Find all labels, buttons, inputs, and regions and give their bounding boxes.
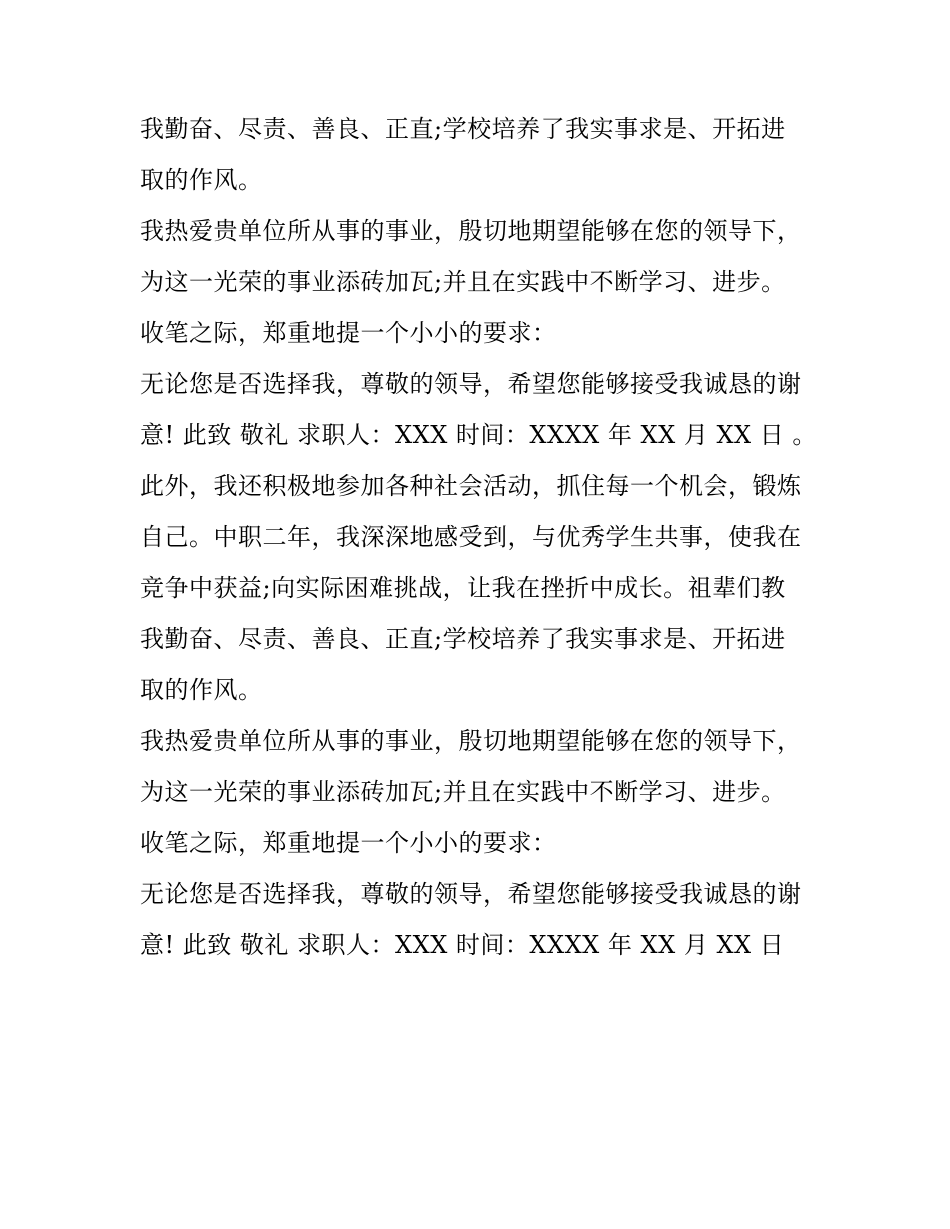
text-line: 意! 此致 敬礼 求职人：XXX 时间：XXXX 年 XX 月 XX 日 bbox=[140, 931, 785, 959]
text-line: 此外，我还积极地参加各种社会活动，抓住每一个机会，锻炼 bbox=[140, 472, 802, 500]
text-line: 自己。中职二年，我深深地感受到，与优秀学生共事，使我在 bbox=[140, 523, 802, 551]
text-line: 为这一光荣的事业添砖加瓦;并且在实践中不断学习、进步。 bbox=[140, 778, 786, 806]
text-line: 为这一光荣的事业添砖加瓦;并且在实践中不断学习、进步。 bbox=[140, 268, 786, 296]
text-line: 收笔之际，郑重地提一个小小的要求： bbox=[140, 829, 557, 857]
text-line: 收笔之际，郑重地提一个小小的要求： bbox=[140, 319, 557, 347]
text-line: 无论您是否选择我，尊敬的领导，希望您能够接受我诚恳的谢 bbox=[140, 370, 802, 398]
text-line: 我勤奋、尽责、善良、正直;学校培养了我实事求是、开拓进 bbox=[140, 115, 786, 143]
text-line: 我热爱贵单位所从事的事业，殷切地期望能够在您的领导下， bbox=[140, 217, 802, 245]
text-line: 取的作风。 bbox=[140, 676, 263, 704]
document-body bbox=[140, 104, 840, 971]
text-line: 意! 此致 敬礼 求职人：XXX 时间：XXXX 年 XX 月 XX 日 。 bbox=[140, 421, 817, 449]
text-line: 无论您是否选择我，尊敬的领导，希望您能够接受我诚恳的谢 bbox=[140, 880, 802, 908]
text-line: 取的作风。 bbox=[140, 166, 263, 194]
text-line: 我勤奋、尽责、善良、正直;学校培养了我实事求是、开拓进 bbox=[140, 625, 786, 653]
text-line: 竞争中获益;向实际困难挑战，让我在挫折中成长。祖辈们教 bbox=[140, 574, 786, 602]
text-line: 我热爱贵单位所从事的事业，殷切地期望能够在您的领导下， bbox=[140, 727, 802, 755]
